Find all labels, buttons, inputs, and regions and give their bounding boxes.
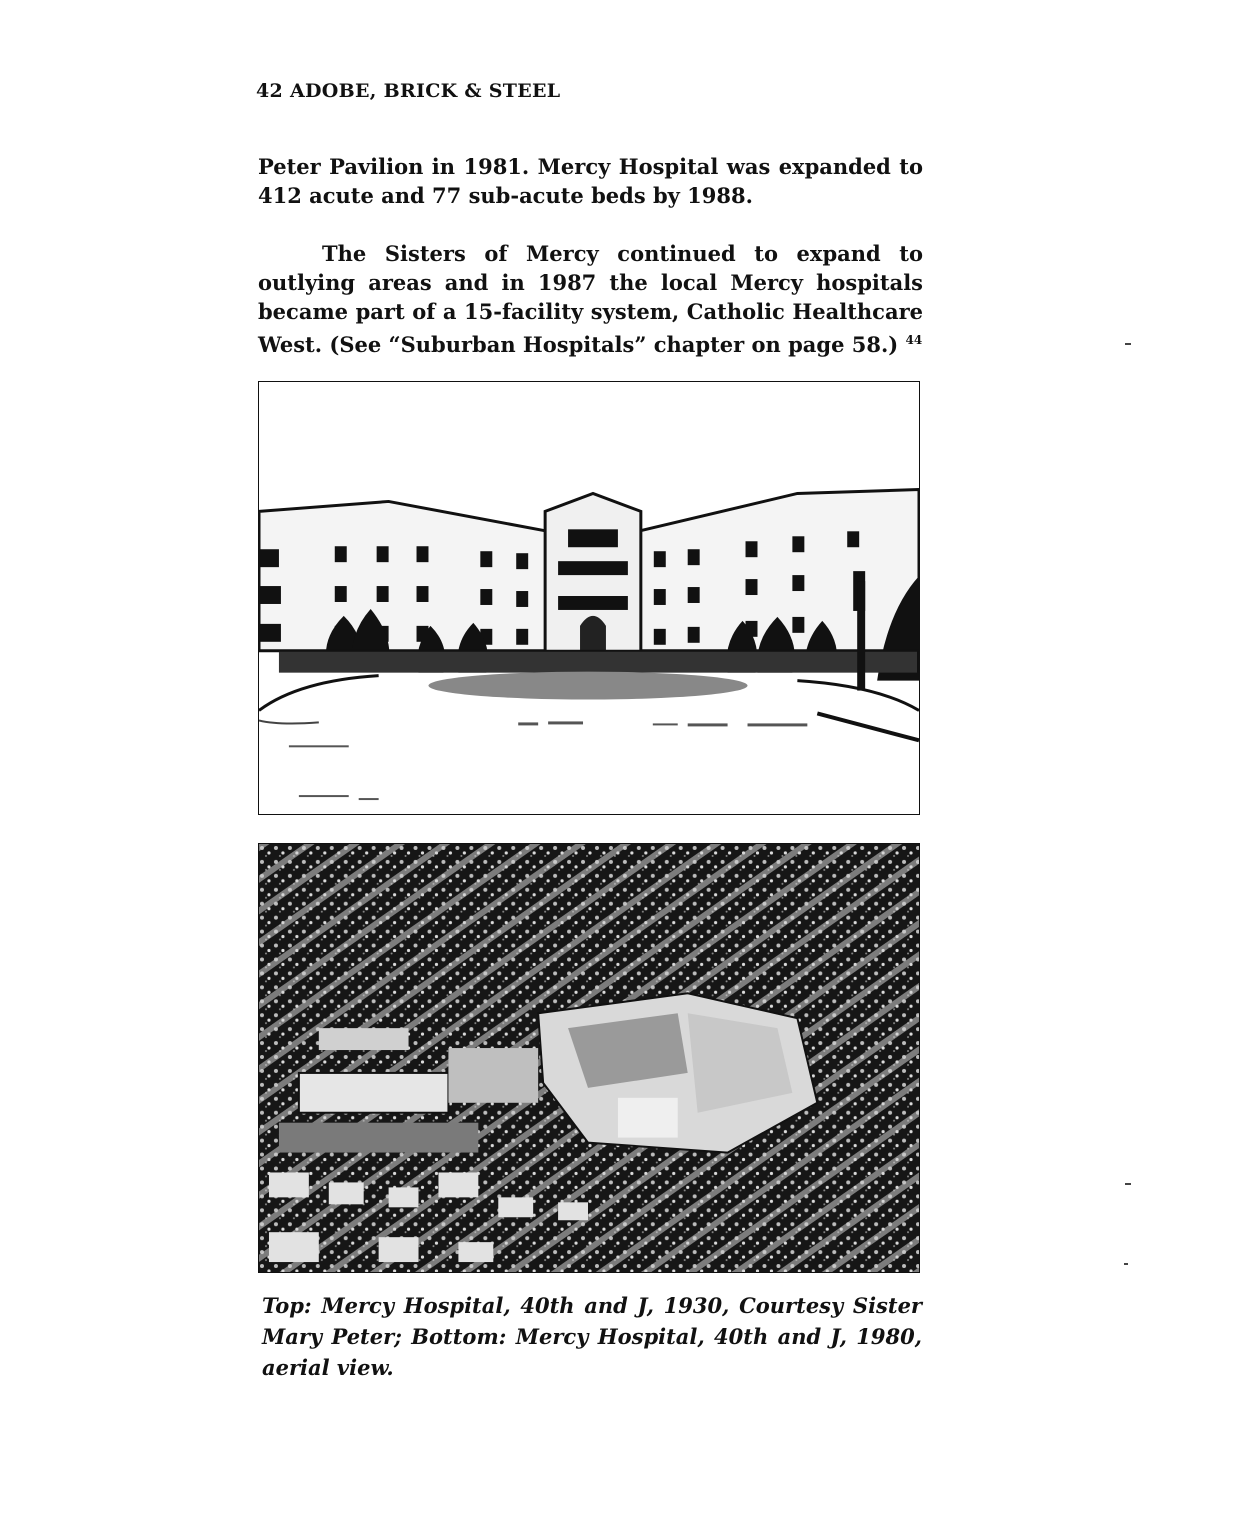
paragraph-2 [258, 239, 923, 359]
scan-speck [1124, 1263, 1128, 1265]
photo-hospital-1930-image [259, 382, 919, 814]
paragraph-1-text: Peter Pavilion in 1981. Mercy Hospital was expanded to 412 acute and 77 sub-acute beds by 1988. [258, 154, 923, 208]
photo-hospital-1980-aerial-image [259, 844, 919, 1272]
footnote-marker: 44 [905, 333, 923, 347]
paragraph-2-text: The Sisters of Mercy continued to expand to outlying areas and in 1987 the local Mercy hospitals became part of a 15-facility system, Catholic Healthcare West. (See “Suburban Hospitals” chapter on page 58.) [258, 241, 923, 357]
running-header: 42 ADOBE, BRICK & STEEL [256, 80, 561, 102]
photo-caption: Top: Mercy Hospital, 40th and J, 1930, Courtesy Sister Mary Peter; Bottom: Mercy Hospital, 40th and J, 1980, aerial view. [262, 1293, 922, 1380]
photo-hospital-1930 [258, 381, 920, 815]
scan-speck [1125, 343, 1131, 345]
scan-speck [1125, 1183, 1131, 1185]
paragraph-1 [258, 152, 923, 210]
photo-hospital-1980-aerial [258, 843, 920, 1273]
